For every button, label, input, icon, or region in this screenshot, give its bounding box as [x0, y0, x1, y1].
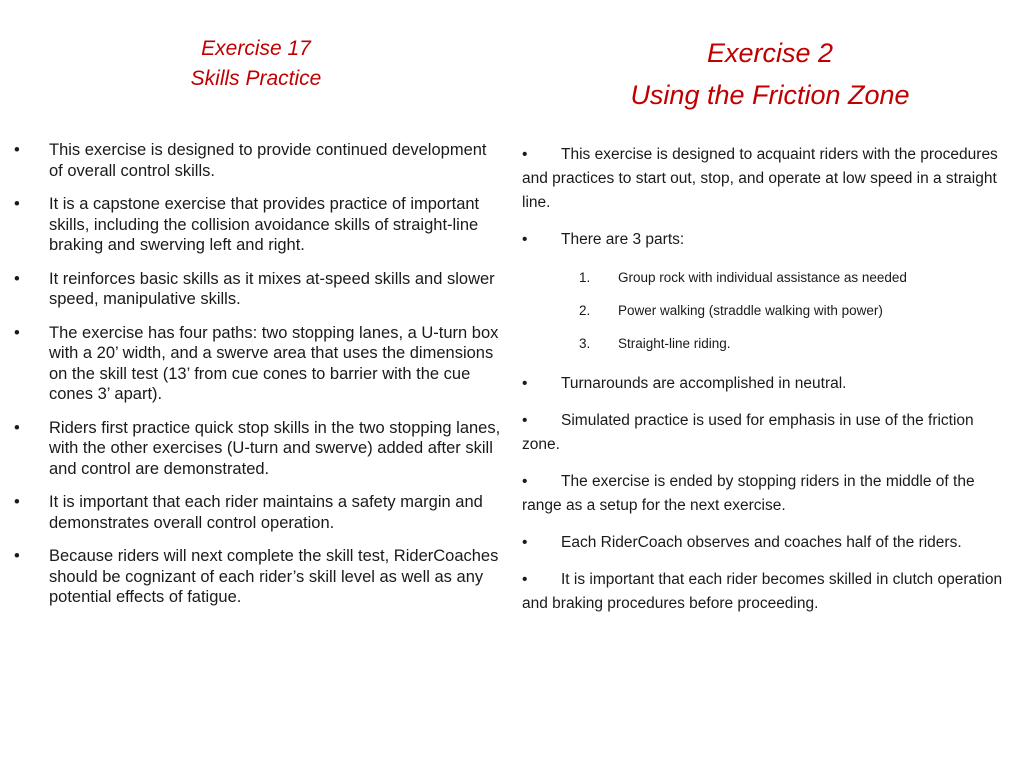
- bullet-icon: •: [14, 493, 20, 511]
- list-item: [522, 531, 1012, 555]
- right-title-line1: Exercise 2: [706, 38, 834, 68]
- list-item: [522, 409, 1012, 457]
- list-item: [522, 568, 1012, 616]
- bullet-icon: •: [522, 534, 528, 551]
- bullet-icon: •: [14, 547, 20, 565]
- part-number: 1.: [579, 270, 591, 285]
- left-title: [126, 34, 386, 94]
- list-item: [522, 228, 1012, 252]
- bullet-text: The exercise has four paths: two stopping lanes, a U-turn box with a 20’ width, and a swerve area that uses the dimensions on the skill test (13’ from cue cones to barrier with the cue cones 3’ apart).: [49, 323, 499, 403]
- bullet-text: It is important that each rider maintains a safety margin and demonstrates overall control operation.: [49, 493, 483, 532]
- bullet-text: Turnarounds are accomplished in neutral.: [561, 375, 847, 392]
- bullet-text: This exercise is designed to acquaint riders with the procedures and practices to start out, stop, and operate at low speed in a straight line.: [522, 146, 998, 211]
- bullet-icon: •: [522, 571, 528, 588]
- list-item: [12, 492, 504, 533]
- bullet-text: There are 3 parts:: [561, 231, 685, 248]
- bullet-text: Simulated practice is used for emphasis in use of the friction zone.: [522, 412, 974, 453]
- list-item: [12, 140, 504, 181]
- bullet-icon: •: [522, 473, 528, 490]
- part-item: [522, 261, 1012, 294]
- part-text: Straight-line riding.: [618, 336, 731, 351]
- bullet-text: It is important that each rider becomes skilled in clutch operation and braking procedures before proceeding.: [522, 571, 1003, 612]
- list-item: [522, 143, 1012, 215]
- part-text: Power walking (straddle walking with power): [618, 303, 883, 318]
- list-item: [522, 372, 1012, 396]
- left-title-line1: Exercise 17: [201, 37, 311, 60]
- bullet-text: This exercise is designed to provide continued development of overall control skills.: [49, 141, 487, 180]
- part-number: 2.: [579, 303, 591, 318]
- bullet-icon: •: [14, 269, 20, 288]
- bullet-icon: •: [14, 418, 20, 437]
- bullet-icon: •: [14, 141, 20, 159]
- left-title-line2: Skills Practice: [190, 67, 322, 90]
- list-item: [12, 323, 504, 405]
- bullet-text: Because riders will next complete the skill test, RiderCoaches should be cognizant of each rider’s skill level as well as any potential effects of fatigue.: [49, 547, 499, 606]
- list-item: [12, 546, 504, 608]
- right-title-line2: Using the Friction Zone: [630, 80, 910, 110]
- part-item: [522, 294, 1012, 327]
- right-content: [522, 143, 1012, 629]
- bullet-text: Each RiderCoach observes and coaches half of the riders.: [561, 534, 962, 551]
- part-item: [522, 327, 1012, 360]
- bullet-icon: •: [522, 231, 528, 248]
- bullet-icon: •: [522, 146, 528, 163]
- list-item: [522, 470, 1012, 518]
- list-item: [12, 418, 504, 480]
- right-title: [560, 32, 980, 116]
- part-text: Group rock with individual assistance as needed: [618, 270, 907, 285]
- bullet-text: It reinforces basic skills as it mixes at-speed skills and slower speed, manipulative skills.: [49, 269, 495, 308]
- part-number: 3.: [579, 336, 591, 351]
- bullet-text: The exercise is ended by stopping riders in the middle of the range as a setup for the next exercise.: [522, 473, 975, 514]
- parts-list: [522, 261, 1012, 360]
- bullet-icon: •: [14, 323, 20, 342]
- left-bullet-list: [12, 140, 504, 621]
- bullet-icon: •: [14, 195, 20, 213]
- bullet-text: It is a capstone exercise that provides practice of important skills, including the collision avoidance skills of straight-line braking and swerving left and right.: [49, 195, 480, 254]
- bullet-icon: •: [522, 412, 528, 429]
- list-item: [12, 194, 504, 256]
- bullet-text: Riders first practice quick stop skills in the two stopping lanes, with the other exercises (U-turn and swerve) added after skill and control are demonstrated.: [49, 418, 501, 478]
- bullet-icon: •: [522, 375, 528, 392]
- list-item: [12, 269, 504, 310]
